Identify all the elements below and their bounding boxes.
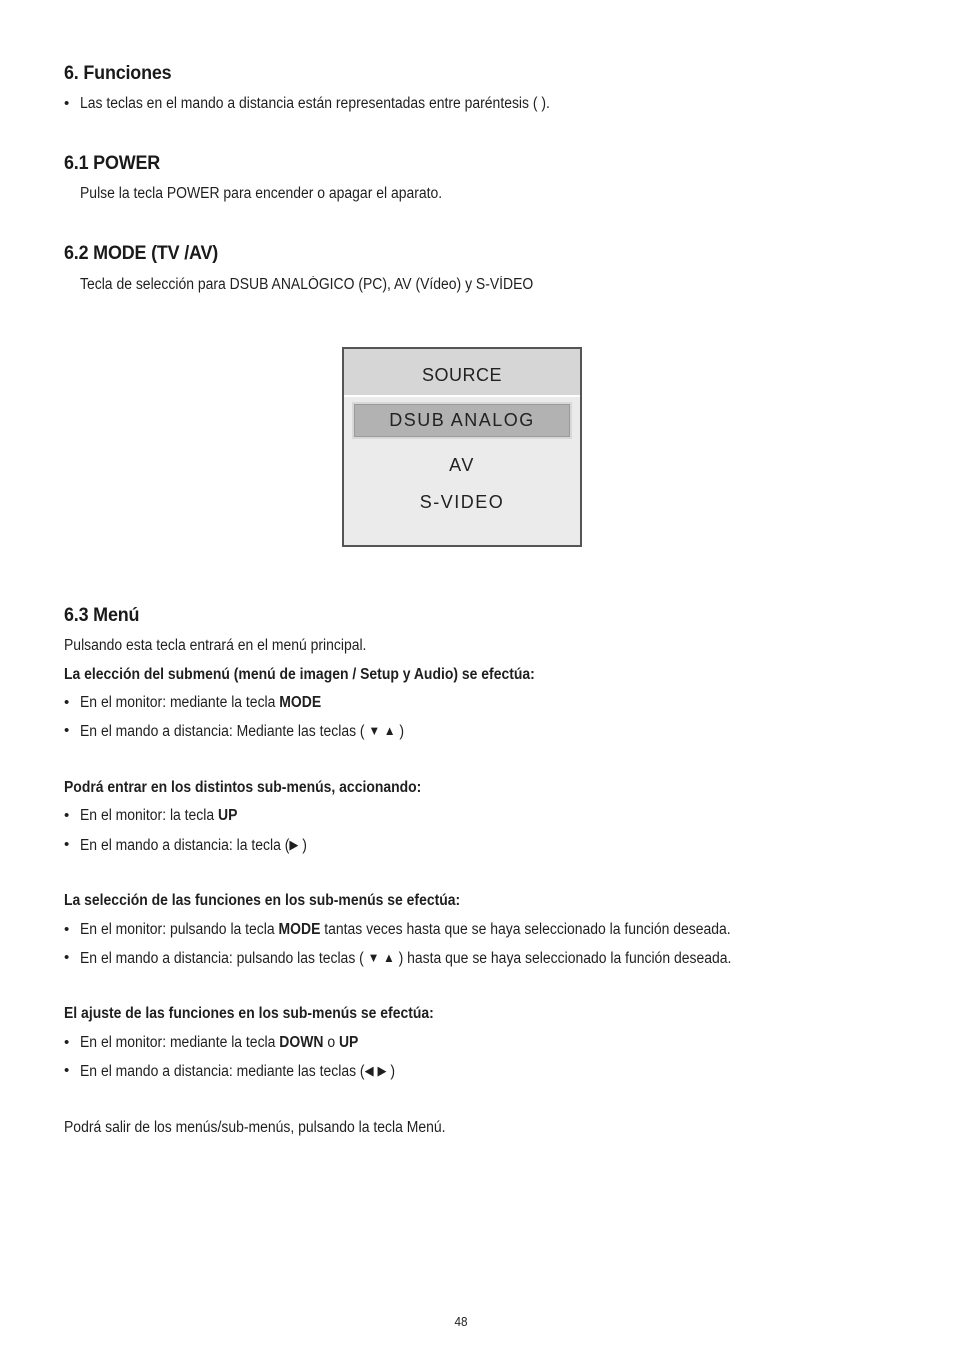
submenu-enter-bullet-1: En el monitor: la tecla UP (80, 807, 238, 824)
bullet-dot: • (64, 949, 70, 966)
function-adjust-bullet-1: En el monitor: mediante la tecla DOWN o UP (80, 1034, 359, 1051)
source-menu-selected-item (352, 402, 572, 439)
section-6-3-outro: Podrá salir de los menús/sub-menús, pulsando la tecla Menú. (64, 1119, 446, 1136)
function-select-heading: La selección de las funciones en los sub-menús se efectúa: (64, 892, 461, 909)
triangle-down-icon: ▼ (367, 950, 380, 965)
bullet-dot: • (64, 95, 70, 112)
submenu-choice-bullet-2: En el mando a distancia: Mediante las teclas ( ▼ ▲ ) (80, 723, 405, 740)
section-6-1-heading: 6.1 POWER (64, 152, 161, 174)
section-6-heading: 6. Funciones (64, 62, 172, 84)
triangle-down-icon: ▼ (368, 723, 381, 738)
section-6-2-text: Tecla de selección para DSUB ANALÓGICO (PC), AV (Vídeo) y S-VÍDEO (80, 276, 534, 293)
triangle-left-icon: ◀ (364, 1063, 374, 1078)
section-6-1-text: Pulse la tecla POWER para encender o apagar el aparato. (80, 185, 443, 202)
submenu-choice-bullet-1: En el monitor: mediante la tecla MODE (80, 694, 322, 711)
bullet-dot: • (64, 807, 70, 824)
submenu-choice-heading: La elección del submenú (menú de imagen / Setup y Audio) se efectúa: (64, 666, 535, 683)
bullet-dot: • (64, 1062, 70, 1079)
function-select-bullet-2: En el mando a distancia: pulsando las teclas ( ▼ ▲ ) hasta que se haya seleccionado la función deseada. (80, 950, 732, 967)
section-6-3-heading: 6.3 Menú (64, 604, 140, 626)
source-option-av: AV (449, 455, 475, 475)
section-6-bullet-1: Las teclas en el mando a distancia están representadas entre paréntesis ( ). (80, 95, 550, 112)
source-option-s-video: S-VIDEO (419, 492, 505, 512)
bullet-dot: • (64, 1034, 70, 1051)
triangle-right-icon: ▶ (289, 837, 299, 852)
bullet-dot: • (64, 836, 70, 853)
function-select-bullet-1: En el monitor: pulsando la tecla MODE tantas veces hasta que se haya seleccionado la función deseada. (80, 921, 731, 938)
function-adjust-heading: El ajuste de las funciones en los sub-menús se efectúa: (64, 1005, 434, 1022)
bullet-dot: • (64, 722, 70, 739)
bullet-dot: • (64, 694, 70, 711)
bullet-dot: • (64, 921, 70, 938)
source-menu-header (344, 349, 580, 397)
source-menu-illustration (342, 347, 582, 547)
triangle-right-icon: ▶ (377, 1063, 387, 1078)
page-number: 48 (454, 1314, 468, 1329)
function-adjust-bullet-2: En el mando a distancia: mediante las teclas (◀ ▶ ) (80, 1063, 395, 1080)
submenu-enter-heading: Podrá entrar en los distintos sub-menús, accionando: (64, 779, 422, 796)
section-6-3-intro: Pulsando esta tecla entrará en el menú principal. (64, 637, 367, 654)
source-option-dsub-analog: DSUB ANALOG (389, 410, 535, 430)
source-menu-title: SOURCE (421, 365, 502, 385)
triangle-up-icon: ▲ (383, 950, 395, 965)
section-6-2-heading: 6.2 MODE (TV /AV) (64, 242, 219, 264)
triangle-up-icon: ▲ (383, 723, 396, 738)
submenu-enter-bullet-2: En el mando a distancia: la tecla (▶ ) (80, 837, 307, 854)
